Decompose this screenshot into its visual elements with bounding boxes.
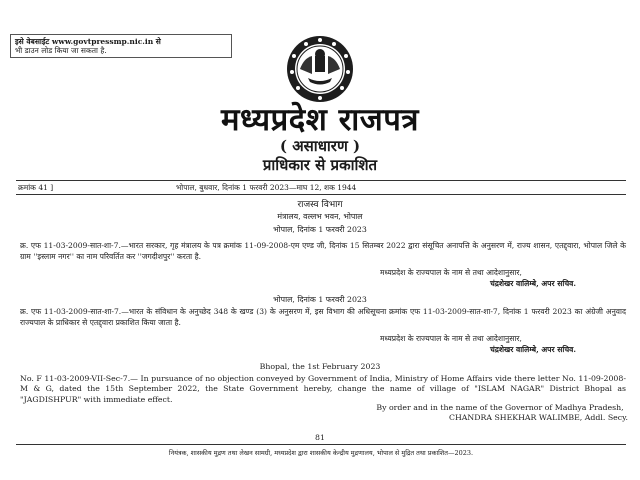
- department-address: मंत्रालय, वल्लभ भवन, भोपाल: [277, 212, 363, 221]
- order2-sign-line: मध्यप्रदेश के राज्यपाल के नाम से तथा आदेशानुसार,: [380, 334, 522, 343]
- divider-footer: [16, 444, 626, 445]
- order1-signature: [380, 268, 630, 289]
- gazette-title: मध्यप्रदेश राजपत्र: [220, 102, 420, 138]
- gazette-authority-line: प्राधिकार से प्रकाशित: [262, 156, 378, 174]
- order2-date: भोपाल, दिनांक 1 फरवरी 2023: [273, 295, 367, 304]
- gazette-subtitle: ( असाधारण ): [279, 137, 361, 155]
- english-date: Bhopal, the 1st February 2023: [259, 362, 381, 371]
- order2-signature: [380, 334, 630, 355]
- page-number: 81: [315, 433, 325, 442]
- order1-text: क्र. एफ 11-03-2009-सात-शा-7.—भारत सरकार, गृह मंत्रालय के पत्र क्रमांक 11-09-2008-एम एण्ड जी, दिनांक 15 सितम्बर 2022 द्वारा संसूचित अनापत्ति के अनुसरण में, राज्य शासन, एतद्द्वारा, भोपाल जिले के ग्राम ''इस्लाम नगर'' का नाम परिवर्तित कर ''जगदीशपुर'' करता है.: [20, 241, 626, 261]
- department-name: राजस्व विभाग: [297, 200, 343, 210]
- english-signature: [370, 403, 630, 424]
- download-notice-line-2: भी डाउन लोड किया जा सकता है.: [15, 46, 107, 55]
- issue-number: क्रमांक 41 ]: [18, 183, 54, 192]
- issue-date: भोपाल, बुधवार, दिनांक 1 फरवरी 2023—माघ 12, शक 1944: [176, 183, 357, 192]
- english-notification-text: No. F 11-03-2009-VII-Sec-7.— In pursuance of no objection conveyed by Government of India, Ministry of Home Affairs vide there letter No. 11-09-2008-M & G, dated the 15th September 2022, the State Government hereby, change the name of village of "ISLAM NAGAR" District Bhopal as "JAGDISHPUR" with immediate effect.: [20, 374, 626, 404]
- download-notice-line-1: इसे वेबसाईट www.govtpressmp.nic.in से: [15, 37, 161, 46]
- divider-top: [16, 180, 626, 181]
- download-notice-box: [10, 34, 232, 58]
- order1-sign-name: चंद्रशेखर वालिम्बे, अपर सचिव.: [490, 278, 577, 288]
- order2-sign-name: चंद्रशेखर वालिम्बे, अपर सचिव.: [490, 344, 577, 354]
- mp-state-emblem-icon: [262, 34, 378, 104]
- printer-footer: नियंत्रक, शासकीय मुद्रण तथा लेखन सामग्री, मध्यप्रदेश द्वारा शासकीय केन्द्रीय मुद्रणालय, भोपाल से मुद्रित तथा प्रकाशित—2023.: [168, 449, 474, 457]
- english-sign-line: By order and in the name of the Governor of Madhya Pradesh,: [376, 403, 624, 412]
- order2-text: क्र. एफ 11-03-2009-सात-शा-7.—भारत के संविधान के अनुच्छेद 348 के खण्ड (3) के अनुसरण में, इस विभाग की अधिसूचना क्रमांक एफ 11-03-2009-सात-शा-7, दिनांक 1 फरवरी 2023 का अंग्रेजी अनुवाद राज्यपाल के प्राधिकार से एतद्द्वारा प्रकाशित किया जाता है.: [20, 307, 626, 327]
- english-sign-name: CHANDRA SHEKHAR WALIMBE, Addl. Secy.: [449, 413, 628, 423]
- order1-date: भोपाल, दिनांक 1 फरवरी 2023: [273, 225, 367, 234]
- order1-sign-line: मध्यप्रदेश के राज्यपाल के नाम से तथा आदेशानुसार,: [380, 268, 522, 277]
- divider-bottom: [16, 194, 626, 195]
